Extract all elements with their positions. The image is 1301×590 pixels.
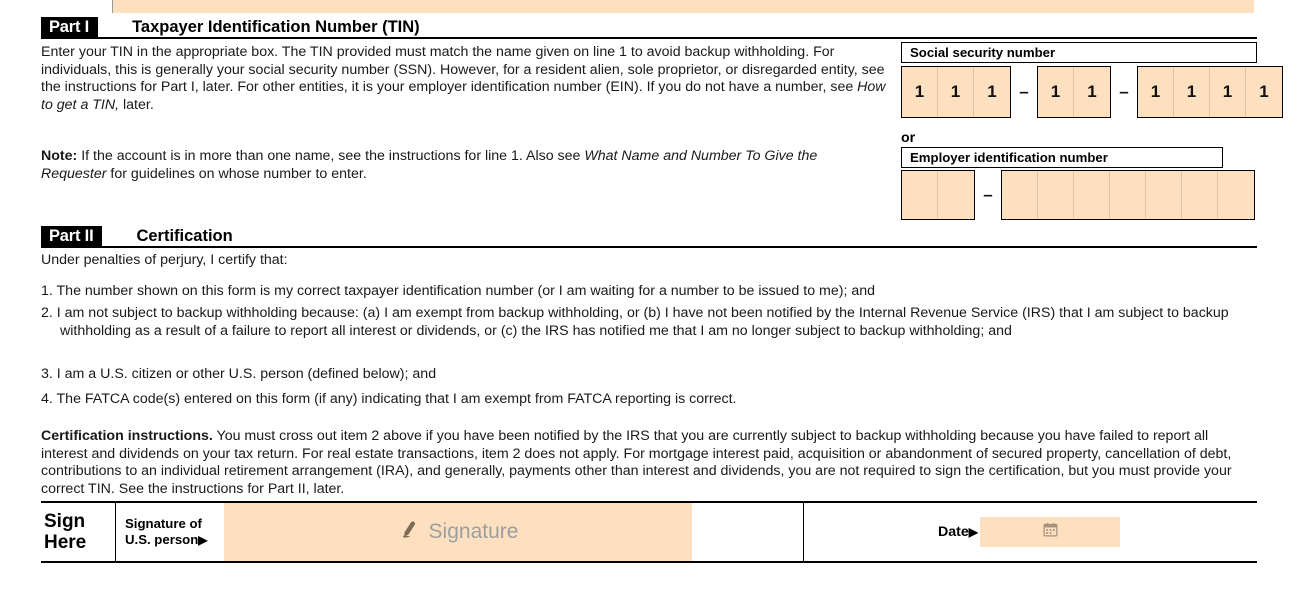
certification-item-4-text: 4. The FATCA code(s) entered on this form (if any) indicating that I am exempt from FATCA reporting is correct. [41,391,737,407]
ssn-digit-7[interactable]: 1 [1174,67,1210,117]
part-2-header [41,226,1257,248]
ssn-digit-5[interactable]: 1 [1087,82,1097,101]
ssn-separator-1: – [1019,82,1029,101]
ssn-label: Social security number [901,42,1257,63]
note-label: Note: [41,148,78,164]
previous-line-input[interactable] [112,0,1254,13]
certification-item-2 [41,305,1257,340]
top-form-field-strip [0,0,1301,14]
note-italic-reference: What Name and Number To Give the Requester [41,148,818,182]
ssn-group-1[interactable] [901,66,1011,118]
ein-digit-4[interactable] [1038,171,1074,219]
ssn-entry-row [901,66,1283,118]
date-input[interactable] [980,517,1120,547]
date-label [938,524,978,540]
pen-signature-icon [398,519,420,546]
ein-digit-7[interactable] [1146,171,1182,219]
signature-field-spacer [692,503,803,561]
certification-lead: Under penalties of perjury, I certify that: [41,252,288,268]
calendar-icon [1043,522,1058,542]
ssn-group-3[interactable] [1137,66,1283,118]
certification-item-1-text: 1. The number shown on this form is my correct taxpayer identification number (or I am waiting for a number to be issued to me); and [41,283,876,299]
part-2-tag: Part II [41,226,102,246]
ssn-digit-6[interactable]: 1 [1138,67,1174,117]
sign-here-line-1: Sign [44,511,86,532]
ein-separator: – [983,185,993,204]
note-text: If the account is in more than one name, see the instructions for line 1. Also see [77,148,585,164]
certification-item-1 [41,283,1257,301]
date-label-text: Date [938,524,969,540]
certification-item-3 [41,366,1257,384]
part-2-title: Certification [136,227,233,245]
ssn-digit-4[interactable]: 1 [1038,67,1074,117]
or-separator-label: or [901,130,916,146]
ein-digit-8[interactable] [1182,171,1218,219]
certification-instructions-text: You must cross out item 2 above if you have been notified by the IRS that you are currently subject to backup withholding because you have failed to report all interest and dividends on your tax return. For real estate transactions, item 2 does not apply. For mortgage interest paid, acquisition or abandonment of secured property, cancellation of debt, contributions to an individual retirement arrangement (IRA), and generally, payments other than interest and dividends, you are not required to sign the certification, but you must provide your correct TIN. See the instructions for Part II, later. [41,428,1232,497]
note-tail: for guidelines on whose number to enter. [106,165,367,182]
part-1-tag: Part I [41,17,98,37]
ein-digit-1[interactable] [902,171,938,219]
part-1-intro-italic: How to get a TIN, [41,79,886,113]
sign-here-block [41,501,1257,563]
part-1-title: Taxpayer Identification Number (TIN) [132,18,420,36]
ein-label: Employer identification number [901,147,1223,168]
certification-item-4 [41,391,1257,409]
ein-group-2[interactable] [1001,170,1255,220]
ein-digit-6[interactable] [1110,171,1146,219]
signature-caption-line-2-text: U.S. person [125,532,199,547]
part-1-intro-tail: later. [119,96,154,113]
signature-placeholder-text: Signature [428,520,519,543]
part-1-note-paragraph [41,148,886,183]
ssn-digit-8[interactable]: 1 [1210,67,1246,117]
signature-input[interactable] [224,503,692,561]
ein-digit-5[interactable] [1074,171,1110,219]
sign-here-line-2: Here [44,532,87,553]
ein-digit-9[interactable] [1218,171,1254,219]
signature-caption [116,503,224,561]
caption-arrow-icon: ▶ [198,533,208,547]
ein-digit-2[interactable] [938,171,974,219]
ssn-digit-3[interactable]: 1 [987,82,997,101]
signature-caption-line-1: Signature of [125,516,202,531]
ssn-group-2[interactable] [1037,66,1111,118]
sign-here-label [41,503,116,561]
part-1-intro-paragraph [41,44,886,114]
certification-item-3-text: 3. I am a U.S. citizen or other U.S. person (defined below); and [41,366,437,382]
certification-instructions [41,428,1257,498]
date-arrow-icon: ▶ [968,525,978,539]
date-section [803,503,1257,561]
ssn-digit-1[interactable]: 1 [902,67,938,117]
ssn-digit-9[interactable]: 1 [1259,82,1269,101]
ssn-digit-2[interactable]: 1 [938,67,974,117]
ein-group-1[interactable] [901,170,975,220]
signature-caption-line-2 [125,532,224,548]
part-1-header [41,17,1257,39]
certification-instructions-label: Certification instructions. [41,428,213,444]
part-1-intro-text: Enter your TIN in the appropriate box. The TIN provided must match the name given on line 1 to avoid backup withholding. For individuals, this is generally your social security number (SSN). However, for a resident alien, sole proprietor, or disregarded entity, see the instructions for Part I, later. For other entities, it is your employer identification number (EIN). If you do not have a number, see [41,44,885,96]
ssn-separator-2: – [1119,82,1129,101]
ein-digit-3[interactable] [1002,171,1038,219]
ein-entry-row [901,170,1255,220]
certification-item-2-text: 2. I am not subject to backup withholding because: (a) I am exempt from backup withholding, or (b) I have not been notified by the Internal Revenue Service (IRS) that I am subject to backup withholding as a result of a failure to report all interest or dividends, or (c) the IRS has notified me that I am no longer subject to backup withholding; and [41,305,1229,339]
